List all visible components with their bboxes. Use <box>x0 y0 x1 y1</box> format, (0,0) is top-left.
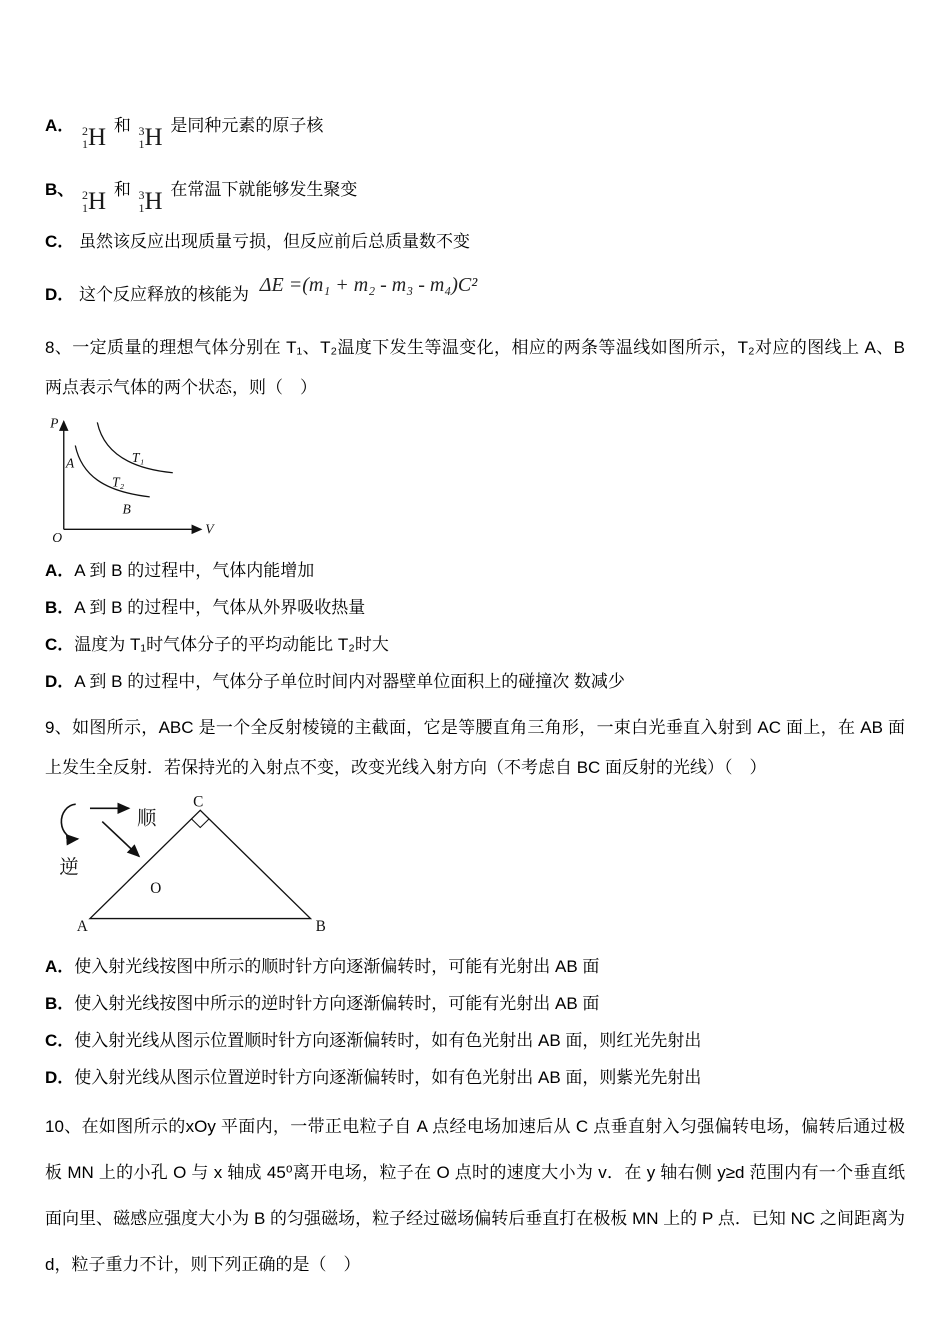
question-8 <box>45 328 905 700</box>
option-text: 使入射光线从图示位置顺时针方向逐渐偏转时，如有色光射出 AB 面，则红光先射出 <box>74 1031 702 1051</box>
nuclide-tritium <box>139 125 163 150</box>
question-10-stem: 10、在如图所示的xOy 平面内，一带正电粒子自 A 点经电场加速后从 C 点垂直射入匀强偏转电场，偏转后通过极板 MN 上的小孔 O 与 x 轴成 45⁰离开电场，粒子在 O 点时的速度大小为 v．在 y 轴右侧 y≥d 范围内有一个垂直纸面向里、磁感应强度大小为 B 的匀强磁场，粒子经过磁场偏转后垂直打在极板 MN 上的 P 点．已知 NC 之间距离为 d，粒子重力不计，则下列正确的是（ ） <box>45 1117 905 1274</box>
q9-option-a <box>45 948 905 985</box>
mass-number: 3 <box>138 188 145 203</box>
option-label: A． <box>45 957 75 977</box>
point-a-label: A <box>65 455 75 471</box>
origin-label: O <box>52 530 63 545</box>
vertex-a-label: A <box>76 917 88 935</box>
option-label: C． <box>45 635 75 655</box>
option-text: A 到 B 的过程中，气体从外界吸收热量 <box>74 598 366 618</box>
question-10 <box>45 1104 905 1288</box>
option-label: C． <box>45 1031 75 1051</box>
vertex-b-label: B <box>315 917 326 935</box>
option-text: A 到 B 的过程中，气体分子单位时间内对器壁单位面积上的碰撞次 数减少 <box>74 672 625 692</box>
counterclockwise-label: 逆 <box>59 856 79 879</box>
v-axis-label: V <box>205 521 214 537</box>
option-text: 温度为 T₁时气体分子的平均动能比 T₂时大 <box>74 635 389 655</box>
energy-formula: ΔE =(m₁ + m₂ - m₃ - m₄)C² <box>259 274 478 297</box>
option-text: 和 <box>113 116 131 135</box>
q8-option-a <box>45 552 905 589</box>
q8-option-d <box>45 663 905 700</box>
t2-label: T₂ <box>111 474 125 490</box>
option-label: B、 <box>45 180 75 200</box>
atomic-number: 1 <box>138 200 145 215</box>
vertex-c-label: C <box>193 794 204 811</box>
option-label: D． <box>45 1068 75 1088</box>
q7-option-b <box>45 172 905 214</box>
option-text: 和 <box>113 180 131 200</box>
mass-number: 2 <box>82 188 89 203</box>
question-9-stem: 9、如图所示，ABC 是一个全反射棱镜的主截面，它是等腰直角三角形，一束白光垂直入射到 AC 面上，在 AB 面上发生全反射．若保持光的入射点不变，改变光线入射方向（不考虑自 BC 面反射的光线）（ ） <box>45 718 905 778</box>
nuclide-deuterium <box>82 125 106 150</box>
t1-label: T₁ <box>131 450 145 466</box>
incident-ray-arrow <box>102 822 139 857</box>
q7-option-a <box>45 108 905 150</box>
right-angle-mark <box>191 819 209 828</box>
nuclide-tritium <box>139 189 163 214</box>
p-axis-label: P <box>50 415 59 431</box>
q7-option-d <box>45 268 905 312</box>
option-label: B． <box>45 598 75 618</box>
option-text: 虽然该反应出现质量亏损，但反应前后总质量数不变 <box>79 232 471 252</box>
element-symbol: H <box>88 187 107 215</box>
option-text: 使入射光线从图示位置逆时针方向逐渐偏转时，如有色光射出 AB 面，则紫光先射出 <box>74 1068 702 1088</box>
element-symbol: H <box>88 123 107 151</box>
question-8-stem: 8、一定质量的理想气体分别在 T₁、T₂温度下发生等温变化，相应的两条等温线如图所示，T₂对应的图线上 A、B 两点表示气体的两个状态，则（ ） <box>45 338 905 398</box>
question-9 <box>45 708 905 1096</box>
option-label: A． <box>45 561 75 581</box>
option-text: 这个反应释放的核能为 <box>79 285 250 305</box>
mass-number: 3 <box>138 124 145 138</box>
option-label: D． <box>45 672 75 692</box>
atomic-number: 1 <box>138 136 145 151</box>
q9-option-b <box>45 985 905 1022</box>
point-b-label: B <box>122 501 131 517</box>
q8-option-b <box>45 589 905 626</box>
option-label: D． <box>45 285 75 305</box>
option-label: C． <box>45 232 75 252</box>
nuclide-deuterium <box>82 189 106 214</box>
prism-diagram-svg <box>49 794 327 940</box>
element-symbol: H <box>144 187 163 215</box>
q8-option-c <box>45 626 905 663</box>
clockwise-label: 顺 <box>136 807 157 830</box>
q7-option-c <box>45 228 905 256</box>
option-text: 在常温下就能够发生聚变 <box>170 180 358 200</box>
q9-figure-prism-diagram <box>49 794 905 940</box>
option-text: A 到 B 的过程中，气体内能增加 <box>74 561 315 581</box>
atomic-number: 1 <box>82 136 89 151</box>
mass-number: 2 <box>82 124 89 138</box>
atomic-number: 1 <box>82 200 89 215</box>
q9-option-d <box>45 1059 905 1096</box>
point-o-label: O <box>150 880 162 898</box>
question-8-options <box>45 552 905 700</box>
option-text: 使入射光线按图中所示的顺时针方向逐渐偏转时，可能有光射出 AB 面 <box>74 957 600 977</box>
prism-triangle <box>90 807 311 918</box>
question-7-options <box>45 108 905 312</box>
option-text: 使入射光线按图中所示的逆时针方向逐渐偏转时，可能有光射出 AB 面 <box>74 994 600 1014</box>
pv-diagram-svg <box>49 414 219 544</box>
question-9-options <box>45 948 905 1096</box>
element-symbol: H <box>144 123 163 151</box>
option-label: A． <box>45 116 75 135</box>
option-text: 是同种元素的原子核 <box>170 116 324 135</box>
q8-figure-pv-diagram <box>49 414 905 544</box>
option-label: B． <box>45 994 75 1014</box>
counterclockwise-direction-arrow <box>61 804 77 839</box>
q9-option-c <box>45 1022 905 1059</box>
